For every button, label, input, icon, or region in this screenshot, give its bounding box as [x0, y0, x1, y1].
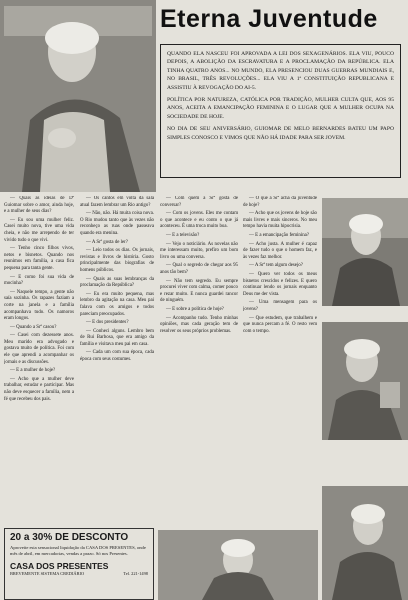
column-paragraph: — Tenho cinco filhos vivos, netos e bisnetos. Quando nos reunimos em família, a casa fica pequena para tanta gente.	[4, 246, 74, 271]
advertisement-box	[4, 528, 154, 600]
portrait-photo-bottom-center	[158, 530, 318, 600]
column-paragraph: — Qual o segredo de chegar aos 95 anos tão bem?	[160, 263, 238, 275]
column-paragraph: — Naquele tempo, a gente não saía sozinha. Os rapazes faziam a corte na janela e a família acompanhava tudo. Os namoros eram longos.	[4, 289, 74, 322]
column-paragraph: — Quais as idéias de Dª Guiomar sobre o amor, ainda hoje, e a mulher de seus dias?	[4, 196, 74, 215]
column-paragraph: — Leio todos os dias. Os jornais, revistas e livros de história. Gosto principalmente das biografias de homens públicos.	[80, 248, 154, 273]
article-column-2	[80, 196, 154, 524]
column-paragraph: — E a emancipação feminina?	[249, 232, 310, 238]
column-paragraph: — Acho justa. A mulher é capaz de fazer tudo o que o homem faz, e às vezes faz melhor.	[243, 241, 317, 260]
portrait-photo-top	[0, 0, 156, 192]
ad-tagline: BREVEMENTE SISTEMA CREDIÁRIO	[10, 571, 85, 576]
ad-body-text: Aproveite esta sensacional liquidação da CASA DOS PRESENTES, onde mês de abril, em mercadorias, vendas a prazo. Só nos Presentes.	[10, 545, 146, 556]
ad-footer	[10, 571, 148, 577]
column-paragraph: — Quais as suas lembranças da proclamação da República?	[80, 276, 154, 289]
column-paragraph: — Quero ver todos os meus bisnetos crescidos e felizes. E quero continuar lendo os jornais enquanto Deus me der vista.	[243, 271, 317, 297]
article-headline: Eterna Juventude	[160, 5, 378, 33]
column-paragraph: — E sobre a política de hoje?	[166, 306, 224, 312]
article-column-1	[4, 196, 74, 524]
ad-store-name: CASA DOS PRESENTES	[10, 561, 109, 571]
column-paragraph: — Eu era muito pequena, mas lembro da agitação na casa. Meu pai falava com os amigos e todos pareciam preocupados.	[80, 291, 154, 317]
column-paragraph: — Acompanho tudo. Tenho minhas opiniões, mas cada geração tem de resolver os seus próprios problemas.	[160, 315, 238, 334]
portrait-photo-right-bottom	[322, 486, 408, 600]
column-paragraph: — O que a Srª acha da juventude de hoje?	[243, 196, 317, 208]
column-paragraph: — A Srª gosta de ler?	[86, 239, 128, 245]
column-paragraph: — Conheci alguns. Lembro bem de Rui Barbosa, que era amigo da família e visitava meu pai em casa.	[80, 328, 154, 347]
intro-paragraph: QUANDO ELA NASCEU FOI APROVADA A LEI DOS SEXAGENÁRIOS. ELA VIU, POUCO DEPOIS, A ABOLIÇÃO DA ESCRAVATURA E A PROCLAMAÇÃO DA REPÚBLICA. ELA TINHA QUATRO ANOS... NO MUNDO, ELA PRESENCIOU DUAS GUERRAS MUNDIAIS E, NO BRASIL, TRÊS REVOLUÇÕES... ELA VIU A 1ª CONSTITUIÇÃO REPUBLICANA E ASSISTIU À REVOGAÇÃO DO AI-5.	[167, 51, 394, 91]
column-paragraph: — Eu sou uma mulher feliz. Casei muito nova, tive uma vida cheia, e não me arrependo de ter vivido tudo o que vivi.	[4, 217, 74, 243]
column-paragraph: — Cada um com sua época, cada época com seus costumes.	[80, 350, 154, 363]
column-paragraph: — E dos presidentes?	[86, 320, 129, 326]
column-paragraph: — E como foi sua vida de mocinha?	[4, 274, 74, 287]
portrait-photo-right-middle	[322, 322, 408, 440]
column-paragraph: — Acho que a mulher deve trabalhar, estudar e participar. Mas não deve esquecer a família, nem a fé que recebeu dos pais.	[4, 376, 74, 402]
column-paragraph: — Casei com dezessete anos. Meu marido era advogado e gostava muito de política. Foi com ele que aprendi a acompanhar os jornais e as discussões.	[4, 333, 74, 365]
column-paragraph: — Que estudem, que trabalhem e que nunca percam a fé. O resto vem com o tempo.	[243, 315, 317, 334]
column-paragraph: — Acho que os jovens de hoje são mais livres e mais sinceros. No meu tempo havia muita hipocrisia.	[243, 211, 317, 230]
column-paragraph: — Com quem a Srª gosta de conversar?	[160, 196, 238, 208]
column-paragraph: — Com os jovens. Eles me contam o que acontece e eu conto o que já aconteceu. É uma troca muito boa.	[160, 211, 238, 230]
portrait-photo-right-top	[322, 198, 408, 306]
article-intro-box	[160, 44, 401, 178]
column-paragraph: — Os cantos em volta da sala atual fazem lembrar um Rio antigo?	[80, 196, 154, 208]
column-paragraph: — Não tem segredo. Eu sempre procurei viver com calma, comer pouco e rezar muito. E nunca guardei rancor de ninguém.	[160, 278, 238, 304]
column-paragraph: — A Srª tem algum desejo?	[249, 263, 303, 269]
intro-paragraph: POLÍTICA POR NATUREZA, CATÓLICA POR TRADIÇÃO, MULHER CULTA QUE, AOS 95 ANOS, ACEITA A EMANCIPAÇÃO FEMININA E O LUGAR QUE A MULHER OCUPA NA SOCIEDADE DE HOJE.	[167, 97, 394, 120]
column-paragraph: — Vejo o noticiário. As novelas não me interessam muito, prefiro um bom livro ou uma conversa.	[160, 241, 238, 260]
column-paragraph: — E a televisão?	[166, 232, 200, 238]
column-paragraph: — Não, não. Há muita coisa nova. O Rio mudou tanto que às vezes não reconheço as ruas onde passeava quando era menina.	[80, 211, 154, 236]
column-paragraph: — E a mulher de hoje?	[10, 368, 56, 374]
ad-headline: 20 a 30% DE DESCONTO	[10, 532, 129, 543]
column-paragraph: — Uma mensagem para os jovens?	[243, 300, 317, 312]
intro-paragraph: NO DIA DE SEU ANIVERSÁRIO, GUIOMAR DE MELO BERNARDES BATEU UM PAPO SIMPLES CONOSCO E VIMOS QUE NÃO HÁ IDADE PARA SER JOVEM.	[167, 126, 394, 141]
ad-phone: Tel. 221-1498	[123, 571, 148, 576]
column-paragraph: — Quando a Srª casou?	[10, 324, 57, 330]
